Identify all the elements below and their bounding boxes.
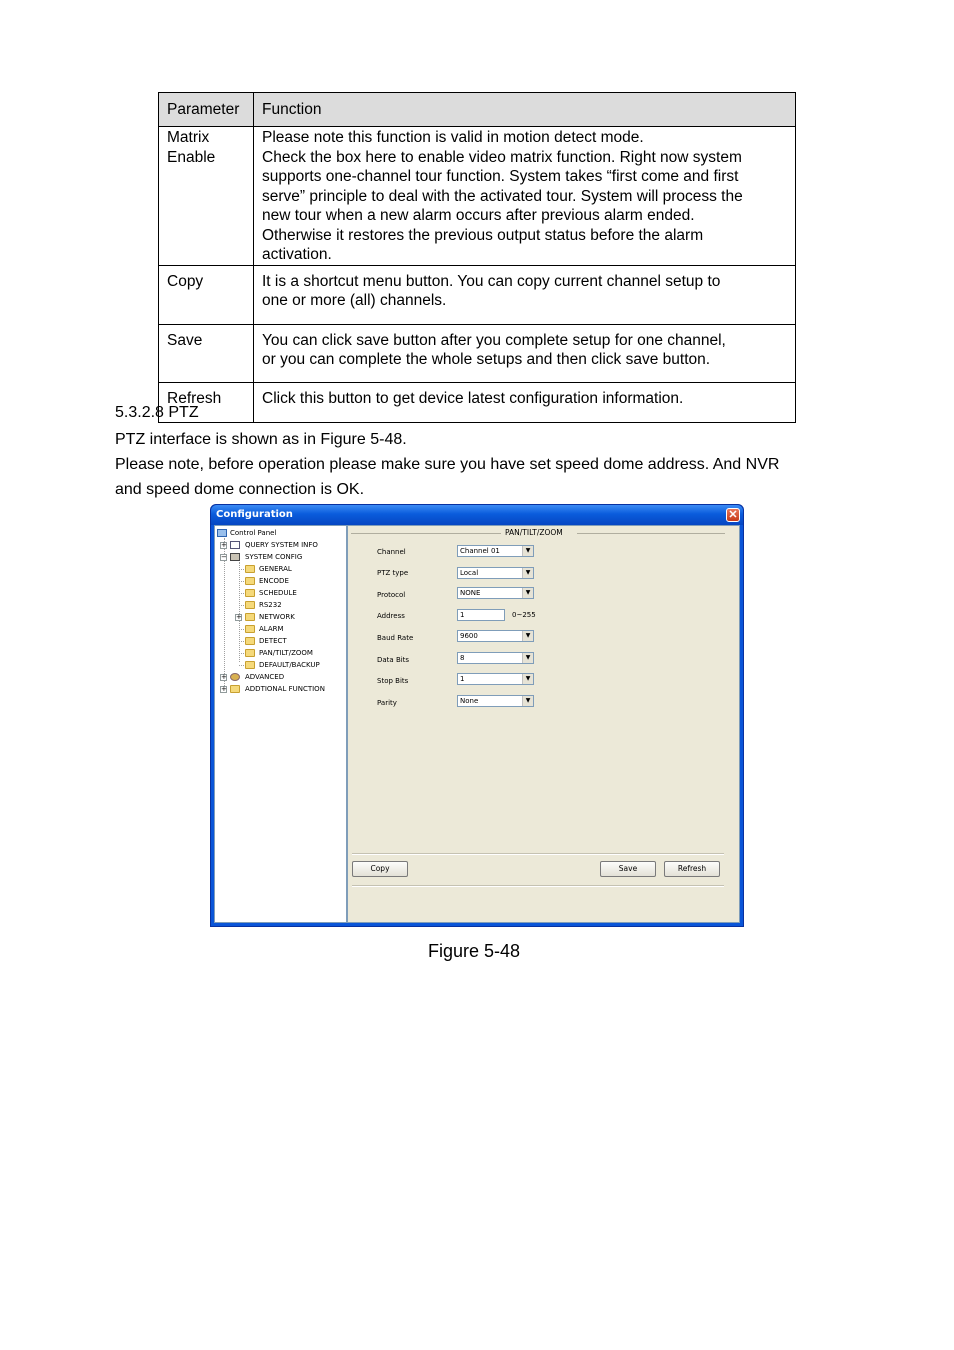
select-value: Channel 01 bbox=[460, 547, 500, 555]
dropdown-arrow-icon[interactable]: ▼ bbox=[522, 631, 533, 641]
folder-icon bbox=[245, 661, 255, 669]
table-row bbox=[159, 265, 796, 324]
copy-button[interactable]: Copy bbox=[352, 861, 408, 877]
param-cell bbox=[159, 324, 254, 382]
tools-icon bbox=[230, 553, 240, 561]
function-text: or you can complete the whole setups and then click save button. bbox=[262, 351, 711, 368]
expand-icon[interactable]: + bbox=[221, 541, 227, 549]
folder-icon bbox=[245, 565, 255, 573]
open-folder-icon bbox=[245, 649, 255, 657]
param-text: Refresh bbox=[167, 389, 222, 407]
param-text: Save bbox=[167, 331, 203, 349]
function-cell bbox=[254, 265, 796, 324]
function-cell bbox=[254, 382, 796, 422]
select-value: 9600 bbox=[460, 632, 478, 640]
parity-label: Parity bbox=[377, 699, 397, 707]
protocol-label: Protocol bbox=[377, 591, 406, 599]
paragraph: and speed dome connection is OK. bbox=[115, 481, 365, 498]
window-titlebar[interactable] bbox=[211, 505, 743, 525]
tree-label: ADDTIONAL FUNCTION bbox=[245, 685, 325, 693]
dropdown-arrow-icon[interactable]: ▼ bbox=[522, 653, 533, 663]
param-text: Enable bbox=[167, 148, 216, 166]
tree-label: QUERY SYSTEM INFO bbox=[245, 541, 318, 549]
function-text: Please note this function is valid in motion detect mode. bbox=[262, 129, 644, 146]
configuration-window bbox=[210, 504, 744, 927]
address-label: Address bbox=[377, 612, 405, 620]
stop-bits-label: Stop Bits bbox=[377, 677, 409, 685]
folder-icon bbox=[245, 577, 255, 585]
refresh-button[interactable]: Refresh bbox=[664, 861, 720, 877]
group-border bbox=[351, 533, 501, 534]
window-title: Configuration bbox=[216, 509, 293, 520]
gear-icon bbox=[230, 673, 240, 681]
dropdown-arrow-icon[interactable]: ▼ bbox=[522, 568, 533, 578]
dropdown-arrow-icon[interactable]: ▼ bbox=[522, 674, 533, 684]
parity-select[interactable] bbox=[457, 695, 534, 707]
function-text: Check the box here to enable video matrix function. Right now system bbox=[262, 148, 742, 166]
table-header-row bbox=[159, 93, 796, 127]
header-function: Function bbox=[254, 93, 796, 127]
param-cell bbox=[159, 265, 254, 324]
function-cell bbox=[254, 324, 796, 382]
function-text: You can click save button after you complete setup for one channel, bbox=[262, 331, 726, 349]
data-bits-select[interactable] bbox=[457, 652, 534, 664]
folder-icon bbox=[245, 637, 255, 645]
param-text: Matrix bbox=[167, 129, 210, 146]
function-text: activation. bbox=[262, 246, 332, 263]
function-text: It is a shortcut menu button. You can copy current channel setup to bbox=[262, 272, 721, 290]
function-text: new tour when a new alarm occurs after previous alarm ended. bbox=[262, 207, 695, 224]
tree-label: ENCODE bbox=[259, 577, 289, 585]
param-cell bbox=[159, 127, 254, 266]
dropdown-arrow-icon[interactable]: ▼ bbox=[522, 546, 533, 556]
folder-icon bbox=[245, 589, 255, 597]
expand-icon[interactable]: + bbox=[236, 613, 242, 621]
tree-label: DETECT bbox=[259, 637, 287, 645]
folder-icon bbox=[245, 625, 255, 633]
close-button[interactable]: ✕ bbox=[726, 508, 740, 522]
parameter-table bbox=[158, 92, 796, 423]
table-row bbox=[159, 324, 796, 382]
function-text: one or more (all) channels. bbox=[262, 292, 447, 309]
header-parameter: Parameter bbox=[159, 93, 254, 127]
save-button[interactable]: Save bbox=[600, 861, 656, 877]
section-heading: 5.3.2.8 PTZ bbox=[115, 404, 199, 421]
function-text: supports one-channel tour function. System takes “first come and first bbox=[262, 168, 739, 185]
ptz-settings-panel bbox=[347, 525, 740, 923]
folder-icon bbox=[245, 613, 255, 621]
folder-icon bbox=[245, 601, 255, 609]
control-panel-icon bbox=[217, 529, 227, 537]
group-title: PAN/TILT/ZOOM bbox=[505, 528, 563, 537]
select-value: 8 bbox=[460, 654, 465, 662]
paragraph: Please note, before operation please make sure you have set speed dome address. And NVR bbox=[115, 456, 780, 473]
ptz-type-select[interactable] bbox=[457, 567, 534, 579]
tree-label: RS232 bbox=[259, 601, 282, 609]
table-row bbox=[159, 382, 796, 422]
select-value: None bbox=[460, 697, 479, 705]
tree-label: NETWORK bbox=[259, 613, 295, 621]
tree-connector bbox=[239, 562, 240, 662]
dropdown-arrow-icon[interactable]: ▼ bbox=[522, 588, 533, 598]
protocol-select[interactable] bbox=[457, 587, 534, 599]
ptz-type-label: PTZ type bbox=[377, 569, 409, 577]
data-bits-label: Data Bits bbox=[377, 656, 410, 664]
collapse-icon[interactable]: − bbox=[221, 553, 227, 561]
address-input[interactable] bbox=[457, 609, 505, 621]
function-cell bbox=[254, 127, 796, 266]
tree-label: Control Panel bbox=[230, 529, 277, 537]
stop-bits-select[interactable] bbox=[457, 673, 534, 685]
tree-label: DEFAULT/BACKUP bbox=[259, 661, 320, 669]
channel-select[interactable] bbox=[457, 545, 534, 557]
function-text: Otherwise it restores the previous output status before the alarm bbox=[262, 226, 704, 244]
folder-icon bbox=[230, 685, 240, 693]
table-row bbox=[159, 127, 796, 266]
baud-rate-select[interactable] bbox=[457, 630, 534, 642]
navigation-tree bbox=[214, 525, 347, 923]
tree-label: PAN/TILT/ZOOM bbox=[259, 649, 313, 657]
select-value: NONE bbox=[460, 589, 481, 597]
baud-rate-label: Baud Rate bbox=[377, 634, 414, 642]
dropdown-arrow-icon[interactable]: ▼ bbox=[522, 696, 533, 706]
channel-label: Channel bbox=[377, 548, 406, 556]
param-text: Copy bbox=[167, 272, 204, 290]
address-range-hint: 0~255 bbox=[512, 611, 536, 619]
tree-label: ALARM bbox=[259, 625, 284, 633]
function-text: serve” principle to deal with the activated tour. System will process the bbox=[262, 187, 743, 205]
select-value: 1 bbox=[460, 675, 465, 683]
function-text: Click this button to get device latest configuration information. bbox=[262, 389, 684, 407]
window-client-area bbox=[214, 525, 740, 923]
expand-icon[interactable]: + bbox=[221, 673, 227, 681]
group-border bbox=[577, 533, 725, 534]
tree-label: SCHEDULE bbox=[259, 589, 297, 597]
tree-label: SYSTEM CONFIG bbox=[245, 553, 303, 561]
document-icon bbox=[230, 541, 240, 549]
separator bbox=[352, 885, 724, 887]
select-value: Local bbox=[460, 569, 479, 577]
input-value: 1 bbox=[460, 611, 465, 619]
paragraph: PTZ interface is shown as in Figure 5-48. bbox=[115, 431, 407, 448]
tree-label: ADVANCED bbox=[245, 673, 285, 681]
expand-icon[interactable]: + bbox=[221, 685, 227, 693]
figure-caption: Figure 5-48 bbox=[428, 941, 521, 961]
tree-label: GENERAL bbox=[259, 565, 292, 573]
separator bbox=[352, 853, 724, 855]
